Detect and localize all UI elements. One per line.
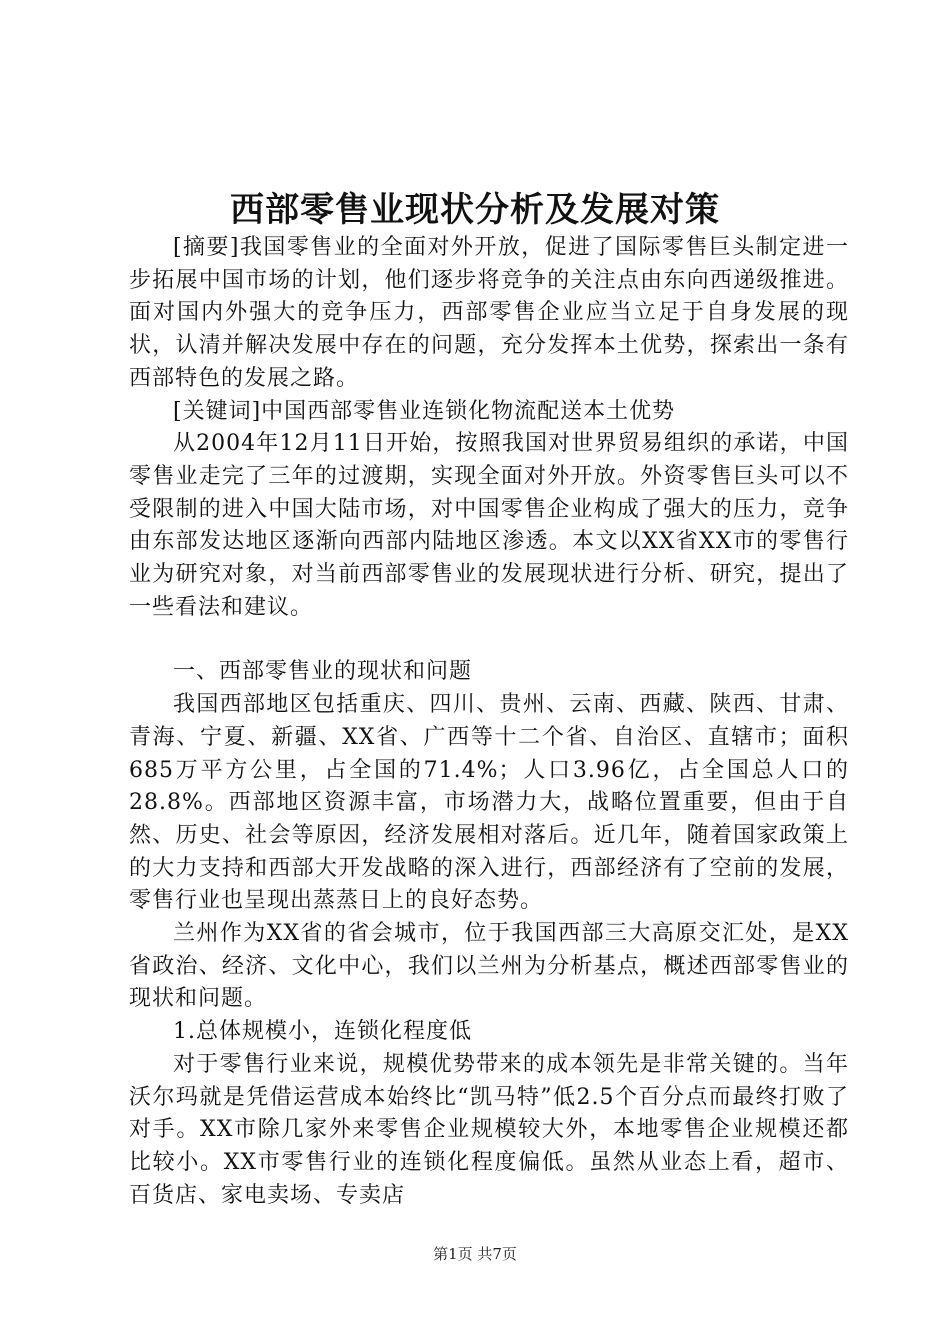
document-title: 西部零售业现状分析及发展对策	[230, 190, 720, 230]
section-heading: 一、西部零售业的现状和问题	[173, 659, 473, 685]
document-body	[129, 232, 849, 1212]
body-paragraph: 兰州作为XX省的省会城市，位于我国西部三大高原交汇处，是XX省政治、经济、文化中心，我们以兰州为分析基点，概述西部零售业的现状和问题。	[129, 921, 849, 1012]
body-paragraph: 我国西部地区包括重庆、四川、贵州、云南、西藏、陕西、甘肃、青海、宁夏、新疆、XX省、广西等十二个省、自治区、直辖市；面积685万平方公里，占全国的71.4%；人口3.96亿，占全国总人口的28.8%。西部地区资源丰富，市场潜力大，战略位置重要，但由于自然、历史、社会等原因，经济发展相对落后。近几年，随着国家政策上的大力支持和西部大开发战略的深入进行，西部经济有了空前的发展，零售行业也呈现出蒸蒸日上的良好态势。	[129, 692, 849, 914]
page-footer: 第1页 共7页	[433, 1245, 517, 1263]
keywords-paragraph: [关键词]中国西部零售业连锁化物流配送本土优势	[173, 398, 676, 424]
intro-paragraph: 从2004年12月11日开始，按照我国对世界贸易组织的承诺，中国零售业走完了三年的过渡期，实现全面对外开放。外资零售巨头可以不受限制的进入中国大陆市场，对中国零售企业构成了强大的压力，竞争由东部发达地区逐渐向西部内陆地区渗透。本文以XX省XX市的零售行业为研究对象，对当前西部零售业的发展现状进行分析、研究，提出了一些看法和建议。	[129, 431, 849, 620]
body-paragraph: 对于零售行业来说，规模优势带来的成本领先是非常关键的。当年沃尔玛就是凭借运营成本始终比“凯马特”低2.5个百分点而最终打败了对手。XX市除几家外来零售企业规模较大外，本地零售企业规模还都比较小。XX市零售行业的连锁化程度偏低。虽然从业态上看，超市、百货店、家电卖场、专卖店	[129, 1051, 849, 1208]
subsection-heading: 1.总体规模小，连锁化程度低	[173, 1019, 472, 1045]
abstract-paragraph: [摘要]我国零售业的全面对外开放，促进了国际零售巨头制定进一步拓展中国市场的计划，他们逐步将竞争的关注点由东向西递级推进。面对国内外强大的竞争压力，西部零售企业应当立足于自身发展的现状，认清并解决发展中存在的问题，充分发挥本土优势，探索出一条有西部特色的发展之路。	[129, 235, 849, 391]
